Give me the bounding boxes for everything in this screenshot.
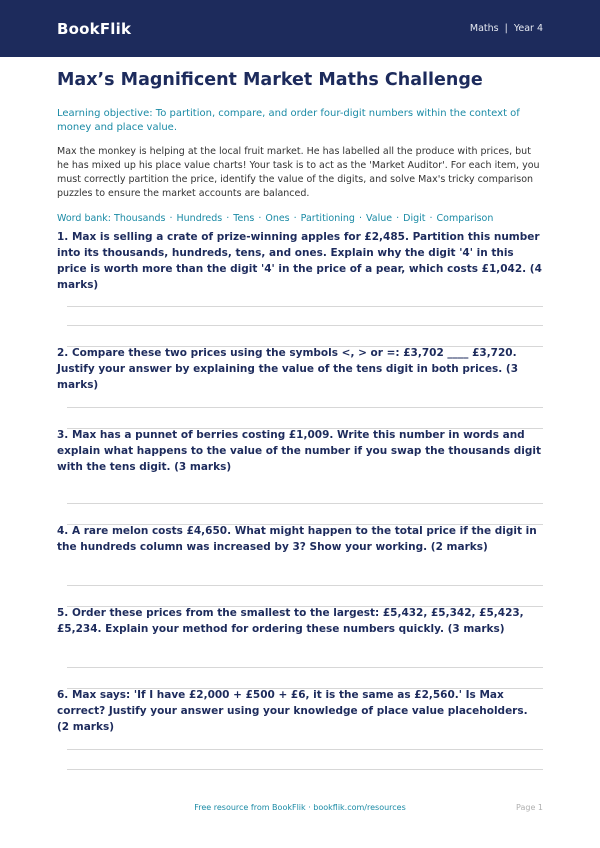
answer-line[interactable] — [67, 407, 543, 408]
word-bank-item: Ones — [265, 213, 290, 224]
word-bank-item: Hundreds — [176, 213, 223, 224]
answer-line[interactable] — [67, 503, 543, 504]
answer-line[interactable] — [67, 585, 543, 586]
word-bank — [57, 212, 543, 225]
question-4: 4. A rare melon costs £4,650. What might happen to the total price if the digit in the hundreds column was increased by 3? Show your working. (2 marks) — [57, 525, 537, 553]
footer-text: Free resource from BookFlik · bookflik.com/resources — [194, 803, 406, 812]
question-1: 1. Max is selling a crate of prize-winning apples for £2,485. Partition this number into its thousands, hundreds, tens, and ones. Explain why the digit '4' in this price is worth more than the digit '4' in the price of a pear, which costs £1,042. (4 marks) — [57, 231, 542, 291]
question-6: 6. Max says: 'If I have £2,000 + £500 + £6, it is the same as £2,560.' Is Max correct? Justify your answer using your knowledge of place value placeholders. (2 marks) — [57, 689, 528, 733]
answer-line[interactable] — [67, 749, 543, 750]
word-bank-label: Word bank: — [57, 213, 112, 224]
answer-line[interactable] — [67, 306, 543, 307]
word-bank-item: Value — [366, 213, 393, 224]
worksheet-title: Max’s Magnificent Market Maths Challenge — [57, 70, 483, 90]
header-meta — [470, 23, 543, 34]
page-header — [0, 0, 600, 57]
word-bank-item: Tens — [233, 213, 255, 224]
brand-logo: BookFlik — [57, 19, 132, 38]
answer-line[interactable] — [67, 769, 543, 770]
word-bank-item: Digit — [403, 213, 426, 224]
answer-line[interactable] — [67, 325, 543, 326]
meta-separator: | — [504, 23, 508, 34]
word-bank-items — [114, 213, 493, 224]
answer-line[interactable] — [67, 667, 543, 668]
intro-paragraph: Max the monkey is helping at the local fruit market. He has labelled all the produce with prices, but he has mixed up his place value charts! Your task is to act as the 'Market Auditor'. For each item, you must correctly partition the price, identify the value of the digits, and solve Max's tricky comparison puzzles to ensure the market accounts are balanced. — [57, 146, 540, 199]
question-3: 3. Max has a punnet of berries costing £1,009. Write this number in words and explain what happens to the value of the number if you swap the thousands digit with the tens digit. (3 marks) — [57, 429, 542, 473]
word-bank-separator: · — [258, 213, 262, 224]
word-bank-separator: · — [293, 213, 297, 224]
question-5: 5. Order these prices from the smallest to the largest: £5,432, £5,342, £5,423, £5,234. Explain your method for ordering these numbers quickly. (3 marks) — [57, 607, 524, 635]
word-bank-item: Comparison — [436, 213, 494, 224]
question-2: 2. Compare these two prices using the symbols <, > or =: £3,702 ____ £3,720. Justify your answer by explaining the value of the tens digit in both prices. (3 marks) — [57, 347, 519, 391]
word-bank-item: Thousands — [114, 213, 166, 224]
word-bank-separator: · — [226, 213, 230, 224]
worksheet-content — [57, 57, 543, 225]
page-number: Page 1 — [516, 803, 543, 812]
subject-label: Maths — [469, 23, 499, 34]
word-bank-separator: · — [169, 213, 173, 224]
word-bank-separator: · — [358, 213, 362, 224]
word-bank-separator: · — [429, 213, 433, 224]
learning-objective: Learning objective: To partition, compare, and order four-digit numbers within the context of money and place value. — [57, 108, 520, 133]
word-bank-separator: · — [396, 213, 400, 224]
word-bank-item: Partitioning — [300, 213, 355, 224]
year-label: Year 4 — [513, 23, 543, 34]
